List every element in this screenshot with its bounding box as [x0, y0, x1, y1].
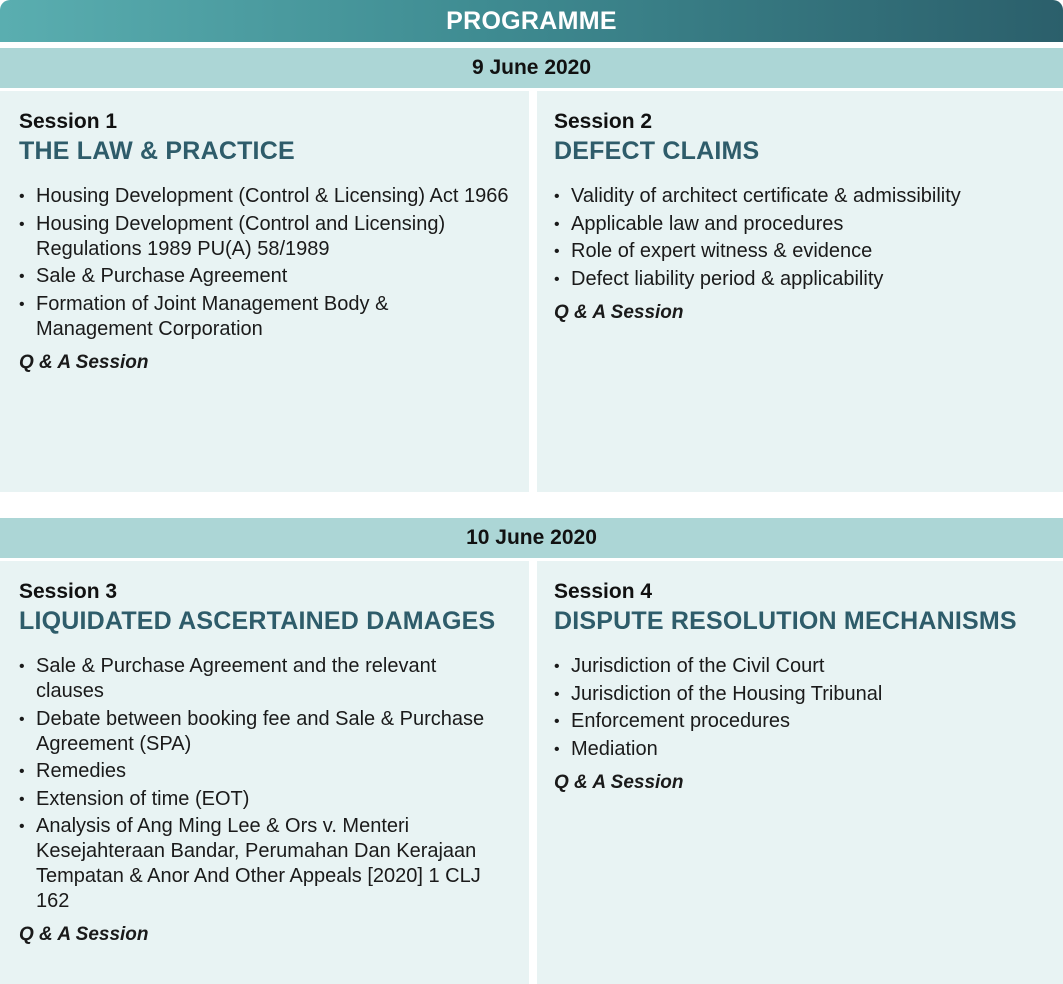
date-header-day-2: 10 June 2020 — [0, 518, 1063, 558]
programme-title: PROGRAMME — [0, 0, 1063, 42]
qa-session: Q & A Session — [19, 924, 149, 945]
list-item: • Formation of Joint Management Body & Management Corporation — [19, 292, 509, 342]
list-item: • Sale & Purchase Agreement and the relevant clauses — [19, 654, 509, 704]
qa-session: Q & A Session — [19, 351, 149, 373]
list-item: • Extension of time (EOT) — [19, 787, 509, 812]
session-2-panel — [537, 91, 1063, 492]
list-item: • Applicable law and procedures — [554, 212, 1043, 237]
list-item: • Jurisdiction of the Civil Court — [554, 654, 1043, 679]
topic-list — [19, 654, 509, 914]
topic-list — [554, 184, 1043, 292]
session-label: Session 1 — [19, 110, 118, 133]
list-item: • Sale & Purchase Agreement — [19, 264, 509, 289]
session-1-panel — [0, 91, 529, 492]
session-title: DISPUTE RESOLUTION MECHANISMS — [554, 607, 1017, 635]
list-item: • Enforcement procedures — [554, 709, 1043, 734]
session-title: DEFECT CLAIMS — [554, 137, 760, 165]
session-title: THE LAW & PRACTICE — [19, 137, 295, 165]
session-label: Session 2 — [554, 110, 653, 133]
date-header-day-1: 9 June 2020 — [0, 48, 1063, 88]
list-item: • Jurisdiction of the Housing Tribunal — [554, 682, 1043, 707]
session-3-panel — [0, 561, 529, 984]
list-item: • Validity of architect certificate & admissibility — [554, 184, 1043, 209]
session-label: Session 3 — [19, 580, 118, 603]
qa-session: Q & A Session — [554, 771, 684, 793]
list-item: • Debate between booking fee and Sale & Purchase Agreement (SPA) — [19, 707, 509, 757]
session-title: LIQUIDATED ASCERTAINED DAMAGES — [19, 607, 496, 635]
list-item: • Mediation — [554, 737, 1043, 762]
list-item: • Housing Development (Control & Licensing) Act 1966 — [19, 184, 509, 209]
list-item: • Housing Development (Control and Licensing) Regulations 1989 PU(A) 58/1989 — [19, 212, 509, 262]
topic-list — [554, 654, 1043, 762]
topic-list — [19, 184, 509, 342]
session-label: Session 4 — [554, 580, 653, 603]
list-item: • Remedies — [19, 759, 509, 784]
qa-session: Q & A Session — [554, 301, 684, 323]
list-item: • Analysis of Ang Ming Lee & Ors v. Menteri Kesejahteraan Bandar, Perumahan Dan Kerajaan Tempatan & Anor And Other Appeals [2020] 1 CLJ 162 — [19, 814, 509, 914]
session-4-panel — [537, 561, 1063, 984]
list-item: • Defect liability period & applicability — [554, 267, 1043, 292]
list-item: • Role of expert witness & evidence — [554, 239, 1043, 264]
